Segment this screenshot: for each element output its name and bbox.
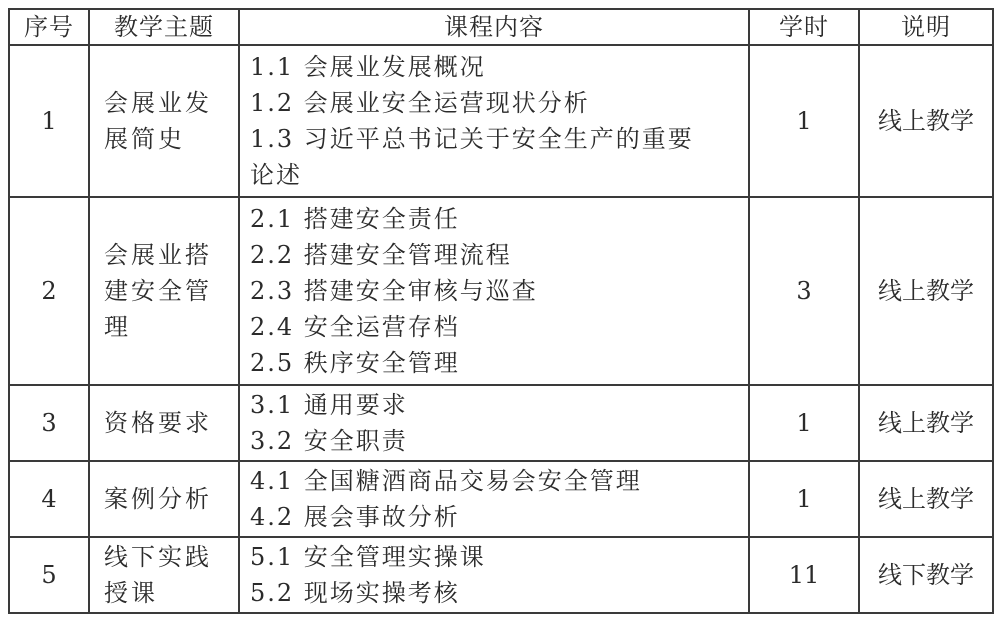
content-line: 2.2 搭建安全管理流程 <box>250 241 512 269</box>
content-line: 3.2 安全职责 <box>250 427 408 455</box>
content-line: 2.3 搭建安全审核与巡查 <box>250 277 538 305</box>
topic-line: 会展业发 <box>104 89 212 117</box>
row-hours: 1 <box>749 385 859 461</box>
header-class-hours: 学时 <box>749 9 859 45</box>
row-topic <box>89 45 239 197</box>
header-course-content: 课程内容 <box>239 9 749 45</box>
row-hours: 11 <box>749 537 859 613</box>
course-table-container <box>8 8 992 614</box>
row-note: 线上教学 <box>859 45 993 197</box>
row-number: 4 <box>9 461 89 537</box>
table-row <box>9 385 993 461</box>
content-line: 2.4 安全运营存档 <box>250 313 460 341</box>
content-line: 1.3 习近平总书记关于安全生产的重要 <box>250 125 694 153</box>
content-line: 4.2 展会事故分析 <box>250 503 460 531</box>
topic-line: 展简史 <box>104 125 185 153</box>
table-row <box>9 197 993 385</box>
header-serial-number: 序号 <box>9 9 89 45</box>
content-line: 1.2 会展业安全运营现状分析 <box>250 89 590 117</box>
row-topic <box>89 537 239 613</box>
topic-line: 资格要求 <box>104 409 212 437</box>
row-content <box>239 385 749 461</box>
header-notes: 说明 <box>859 9 993 45</box>
content-line: 5.1 安全管理实操课 <box>250 543 486 571</box>
course-table <box>8 8 994 614</box>
row-content <box>239 45 749 197</box>
topic-line: 线下实践 <box>104 543 212 571</box>
row-content <box>239 537 749 613</box>
content-line: 论述 <box>250 161 302 189</box>
content-line: 2.1 搭建安全责任 <box>250 205 460 233</box>
table-header-row <box>9 9 993 45</box>
row-note: 线下教学 <box>859 537 993 613</box>
topic-line: 理 <box>104 313 131 341</box>
topic-line: 会展业搭 <box>104 241 212 269</box>
row-number: 5 <box>9 537 89 613</box>
header-teaching-topic: 教学主题 <box>89 9 239 45</box>
content-line: 1.1 会展业发展概况 <box>250 53 486 81</box>
row-hours: 1 <box>749 461 859 537</box>
row-content <box>239 461 749 537</box>
row-hours: 1 <box>749 45 859 197</box>
content-line: 4.1 全国糖酒商品交易会安全管理 <box>250 467 642 495</box>
content-line: 5.2 现场实操考核 <box>250 579 460 607</box>
row-topic <box>89 197 239 385</box>
row-content <box>239 197 749 385</box>
topic-line: 建安全管 <box>104 277 212 305</box>
row-number: 3 <box>9 385 89 461</box>
table-row <box>9 537 993 613</box>
table-row <box>9 461 993 537</box>
topic-line: 授课 <box>104 579 158 607</box>
topic-line: 案例分析 <box>104 485 212 513</box>
row-note: 线上教学 <box>859 385 993 461</box>
content-line: 2.5 秩序安全管理 <box>250 349 460 377</box>
table-row <box>9 45 993 197</box>
row-topic <box>89 461 239 537</box>
row-number: 1 <box>9 45 89 197</box>
row-note: 线上教学 <box>859 197 993 385</box>
row-number: 2 <box>9 197 89 385</box>
row-note: 线上教学 <box>859 461 993 537</box>
row-topic <box>89 385 239 461</box>
row-hours: 3 <box>749 197 859 385</box>
content-line: 3.1 通用要求 <box>250 391 408 419</box>
